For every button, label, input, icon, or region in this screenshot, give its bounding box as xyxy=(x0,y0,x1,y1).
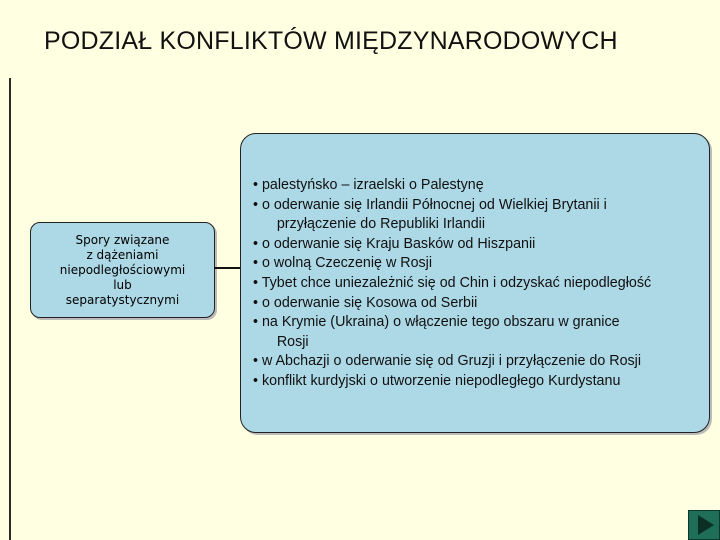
examples-list xyxy=(253,176,703,392)
category-box xyxy=(30,222,215,318)
list-item: • o oderwanie się Kraju Basków od Hiszpanii xyxy=(253,235,536,252)
category-line: lub xyxy=(113,277,132,292)
category-line: Spory związane xyxy=(75,232,170,247)
list-item: • konflikt kurdyjski o utworzenie niepodległego Kurdystanu xyxy=(253,372,621,389)
list-item: • o oderwanie się Kosowa od Serbii xyxy=(253,294,478,311)
connector-line xyxy=(214,267,240,269)
page-title: PODZIAŁ KONFLIKTÓW MIĘDZYNARODOWYCH xyxy=(44,27,618,55)
list-item: • o oderwanie się Irlandii Północnej od Wielkiej Brytanii i xyxy=(253,196,607,213)
list-item: • Tybet chce uniezależnić się od Chin i odzyskać niepodległość xyxy=(253,274,652,291)
play-next-icon xyxy=(698,515,714,535)
list-item: • w Abchazji o oderwanie się od Gruzji i przyłączenie do Rosji xyxy=(253,353,642,370)
category-line: niepodległościowymi xyxy=(59,262,186,277)
list-item: • na Krymie (Ukraina) o włączenie tego obszaru w granice xyxy=(253,314,620,331)
left-vertical-rule xyxy=(9,78,11,540)
list-item: • palestyńsko – izraelski o Palestynę xyxy=(253,177,484,193)
list-item-continuation: Rosji xyxy=(253,333,309,350)
list-item: • o wolną Czeczenię w Rosji xyxy=(253,255,433,272)
category-label xyxy=(60,233,185,308)
category-line: separatystycznymi xyxy=(65,292,180,307)
list-item-continuation: przyłączenie do Republiki Irlandii xyxy=(253,216,486,233)
category-line: z dążeniami xyxy=(86,247,159,262)
next-slide-button[interactable] xyxy=(688,510,720,540)
